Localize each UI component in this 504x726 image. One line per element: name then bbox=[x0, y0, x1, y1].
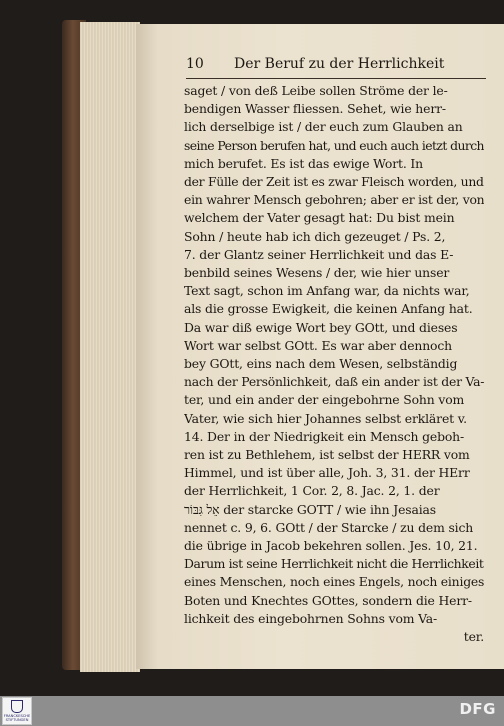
text-line: Sohn / heute hab ich dich gezeuget / Ps. 2, bbox=[184, 228, 446, 244]
text-line: Wort war selbst GOtt. Es war aber dennoch bbox=[184, 337, 452, 353]
text-line: eines Menschen, noch eines Engels, noch einiges bbox=[184, 574, 484, 590]
text-line: ter. bbox=[463, 629, 484, 645]
text-line: seine Person berufen hat, und euch auch ietzt durch bbox=[184, 137, 484, 153]
text-line: bendigen Wasser fliessen. Sehet, wie herr- bbox=[184, 101, 446, 117]
logo-text-2: STIFTUNGEN bbox=[5, 718, 29, 722]
text-line: 14. Der in der Niedrigkeit ein Mensch geboh- bbox=[184, 428, 465, 444]
text-line: Himmel, und ist über alle, Joh. 3, 31. der HErr bbox=[184, 465, 470, 481]
page-edges bbox=[80, 22, 140, 672]
text-line: saget / von deß Leibe sollen Ströme der le- bbox=[184, 83, 448, 98]
text-line: Darum ist seine Herrlichkeit nicht die Herrlichkeit bbox=[184, 556, 484, 572]
text-line: ein wahrer Mensch gebohren; aber er ist der, von bbox=[184, 192, 484, 208]
text-line: Text sagt, schon im Anfang war, da nichts war, bbox=[184, 283, 470, 299]
text-line: bey GOtt, eins nach dem Wesen, selbständig bbox=[184, 356, 458, 372]
text-line: Da war diß ewige Wort bey GOtt, und dieses bbox=[184, 319, 458, 335]
logo-text-1: FRANCKESCHE bbox=[3, 714, 31, 718]
viewer-footer-bar bbox=[0, 696, 504, 726]
text-line: der Herrlichkeit, 1 Cor. 2, 8. Jac. 2, 1. der bbox=[184, 483, 440, 499]
text-line: die übrige in Jacob bekehren sollen. Jes. 10, 21. bbox=[184, 538, 478, 554]
text-line: der Fülle der Zeit ist es zwar Fleisch worden, und bbox=[184, 174, 484, 190]
text-line: nach der Persönlichkeit, daß ein ander ist der Va- bbox=[184, 374, 484, 390]
text-line: lichkeit des eingebohrnen Sohns vom Va- bbox=[184, 610, 438, 626]
text-line: Vater, wie sich hier Johannes selbst erkläret v. bbox=[184, 410, 467, 426]
text-line: als die grosse Ewigkeit, die keinen Anfang hat. bbox=[184, 301, 473, 317]
crest-icon bbox=[11, 700, 23, 713]
text-line: 7. der Glantz seiner Herrlichkeit und das E- bbox=[184, 246, 454, 262]
institution-logo[interactable] bbox=[2, 697, 32, 725]
text-line: mich berufet. Es ist das ewige Wort. In bbox=[184, 155, 423, 171]
text-line: אֵל גִּבּוֹר der starcke GOTT / wie ihn Jesaias bbox=[184, 501, 436, 517]
text-line: benbild seines Wesens / der, wie hier unser bbox=[184, 265, 450, 281]
text-line: lich derselbige ist / der euch zum Glauben an bbox=[184, 119, 463, 135]
text-line: ter, und ein ander der eingebohrne Sohn vom bbox=[184, 392, 465, 408]
book-page bbox=[136, 24, 504, 669]
text-line: Boten und Knechtes GOttes, sondern die Herr- bbox=[184, 592, 472, 608]
page-number: 10 bbox=[186, 56, 204, 72]
body-text bbox=[184, 82, 484, 646]
page-header bbox=[186, 54, 486, 79]
text-line: nennet c. 9, 6. GOtt / der Starcke / zu dem sich bbox=[184, 519, 474, 535]
text-line: ren ist zu Bethlehem, ist selbst der HERR vom bbox=[184, 447, 470, 463]
running-title: Der Beruf zu der Herrlichkeit bbox=[234, 56, 445, 72]
text-line: welchem der Vater gesagt hat: Du bist mein bbox=[184, 210, 455, 226]
funder-logo[interactable]: DFG bbox=[459, 700, 496, 718]
